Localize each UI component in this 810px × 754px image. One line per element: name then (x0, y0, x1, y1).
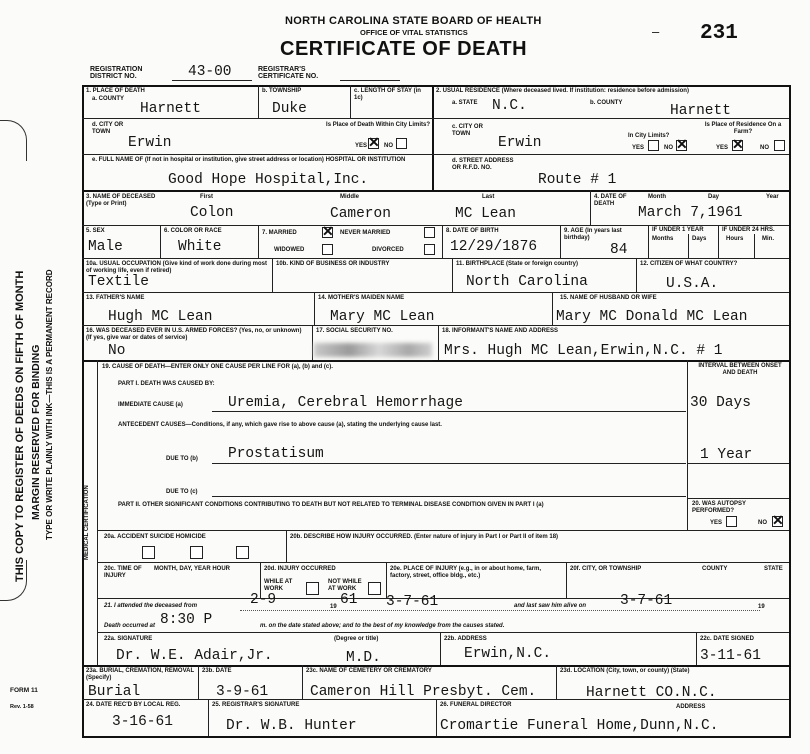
date-signed-label: 22c. DATE SIGNED (700, 636, 754, 642)
father-name: Hugh MC Lean (108, 309, 213, 325)
last-seen: 3-7-61 (620, 593, 673, 609)
registration-district: 43-00 (188, 64, 232, 80)
last-name-label: Last (482, 194, 495, 200)
injury-state-label: STATE (764, 566, 783, 572)
race: White (178, 239, 222, 255)
cause-label: 19. CAUSE OF DEATH—ENTER ONLY ONE CAUSE PER LINE FOR (a), (b) and (c). (102, 364, 333, 370)
pod-township: Duke (272, 101, 307, 117)
interval-label: INTERVAL BETWEEN ONSET AND DEATH (698, 363, 782, 376)
last-name: MC Lean (455, 206, 516, 222)
age: 84 (610, 242, 628, 258)
attended-to: 3-7-61 (386, 594, 439, 610)
res-state-label: a. STATE (452, 100, 478, 106)
res-county-label: b. COUNTY (590, 100, 623, 106)
funeral-director-label: 26. FUNERAL DIRECTOR (440, 702, 512, 708)
pod-yes-label: YES (355, 143, 368, 149)
last-seen-year-prefix: 19 (758, 604, 765, 610)
res-no1-label: NO (664, 145, 673, 151)
hours-label: Hours (726, 236, 744, 242)
date-received-label: 24. DATE REC'D BY LOCAL REG. (86, 702, 181, 708)
age-label: 9. AGE (In years last birthday) (564, 228, 622, 241)
part1-label: PART I. DEATH WAS CAUSED BY: (118, 381, 215, 387)
not-at-work-checkbox[interactable] (368, 582, 381, 595)
registrar-signature-label: 25. REGISTRAR'S SIGNATURE (212, 702, 300, 708)
citizenship: U.S.A. (666, 276, 719, 292)
ssn-label: 17. SOCIAL SECURITY NO. (316, 328, 393, 334)
registration-district-label: REGISTRATION DISTRICT NO. (90, 66, 143, 80)
side-note-ink: TYPE OR WRITE PLAINLY WITH INK—THIS IS A PERMANENT RECORD (45, 269, 54, 540)
side-note-margin: MARGIN RESERVED FOR BINDING (30, 344, 42, 520)
pod-stay-label: c. LENGTH OF STAY (in 1c) (354, 88, 421, 101)
deceased-name-label: 3. NAME OF DECEASED (Type or Print) (86, 194, 156, 207)
injury-place-label: 20e. PLACE OF INJURY (e.g., in or about home, farm, factory, street, office bldg., etc.) (390, 566, 542, 579)
place-of-death-label: 1. PLACE OF DEATH (86, 88, 145, 94)
res-yes2-label: YES (716, 145, 729, 151)
spouse-name: Mary MC Donald MC Lean (556, 309, 748, 325)
physician-degree: M.D. (346, 650, 381, 666)
pod-county-label: a. COUNTY (92, 96, 125, 102)
injury-city-label: 20f. CITY, OR TOWNSHIP (570, 566, 642, 572)
min-label: Min. (762, 236, 774, 242)
margin-bracket-top (0, 120, 27, 161)
birthplace: North Carolina (466, 274, 588, 290)
hospital-name: Good Hope Hospital,Inc. (168, 172, 369, 188)
injury-description-label: 20b. DESCRIBE HOW INJURY OCCURRED. (Enter nature of injury in Part I or Part II of item 18) (290, 534, 559, 540)
attended-from: 2-9 (250, 592, 277, 608)
mother-name: Mary MC Lean (330, 309, 435, 325)
res-city-limits-label: In City Limits? (628, 133, 670, 139)
registrar-signature: Dr. W.B. Hunter (226, 718, 357, 734)
ssn-redacted (314, 343, 432, 357)
side-note-copy: THIS COPY TO REGISTER OF DEEDS ON FIFTH OF MONTH (14, 270, 26, 582)
cemetery-name: Cameron Hill Presbyt. Cem. (310, 684, 537, 700)
while-at-work-label: WHILE AT WORK (264, 579, 293, 592)
residence-label: 2. USUAL RESIDENCE (Where deceased lived. If institution: residence before admission) (436, 88, 689, 94)
birth-date-label: 8. DATE OF BIRTH (446, 228, 499, 234)
res-farm-no-checkbox[interactable] (774, 140, 785, 151)
dod-year-label: Year (766, 194, 779, 200)
autopsy-yes-checkbox[interactable] (726, 516, 737, 527)
res-city: Erwin (498, 135, 542, 151)
pod-limits-yes-mark: ✕ (368, 134, 380, 150)
married-label: 7. MARRIED (262, 230, 297, 236)
pod-limits-no-checkbox[interactable] (396, 138, 407, 149)
first-name-label: First (200, 194, 214, 200)
res-no2-label: NO (760, 145, 769, 151)
res-farm-label: Is Place of Residence On a Farm? (704, 122, 782, 135)
pod-county: Harnett (140, 101, 201, 117)
funeral-director: Cromartie Funeral Home,Dunn,N.C. (440, 718, 719, 734)
on-date-label: m. on the date stated above; and to the best of my knowledge from the causes stated. (260, 623, 505, 629)
months-label: Months (652, 236, 674, 242)
accident-checkbox[interactable] (142, 546, 155, 559)
injury-time-columns: MONTH, DAY, YEAR HOUR (154, 566, 231, 572)
burial-location-label: 23d. LOCATION (City, town, or county) (State) (560, 668, 690, 674)
signature-label: 22a. SIGNATURE (104, 636, 153, 642)
occupation: Textile (88, 274, 149, 290)
res-street: Route # 1 (538, 172, 617, 188)
citizenship-label: 12. CITIZEN OF WHAT COUNTRY? (640, 261, 738, 267)
injury-occurred-label: 20d. INJURY OCCURRED (264, 566, 336, 572)
pod-city: Erwin (128, 135, 172, 151)
dod-day-label: Day (708, 194, 720, 200)
burial-label: 23a. BURIAL, CREMATION, REMOVAL (Specify) (86, 668, 195, 681)
interval-a: 30 Days (690, 395, 751, 411)
number-mark: ‒ (652, 24, 660, 39)
middle-name-label: Middle (340, 194, 359, 200)
part2-label: PART II. OTHER SIGNIFICANT CONDITIONS CONTRIBUTING TO DEATH BUT NOT RELATED TO TERMINAL DISEASE CONDITION GIVEN IN PART I (a) (118, 502, 544, 508)
never-married-checkbox[interactable] (424, 227, 435, 238)
cemetery-label: 23c. NAME OF CEMETERY OR CREMATORY (306, 668, 432, 674)
father-label: 13. FATHER'S NAME (86, 295, 145, 301)
industry-label: 10b. KIND OF BUSINESS OR INDUSTRY (276, 261, 390, 267)
date-signed: 3-11-61 (700, 648, 761, 664)
mother-label: 14. MOTHER'S MAIDEN NAME (318, 295, 405, 301)
widowed-label: WIDOWED (274, 247, 305, 253)
res-state: N.C. (492, 98, 527, 114)
form-revision: Rev. 1-58 (10, 704, 34, 710)
due-to-b: Prostatisum (228, 446, 324, 462)
not-at-work-label: NOT WHILE AT WORK (328, 579, 362, 592)
death-occurred-label: Death occurred at (104, 623, 156, 629)
armed-forces: No (108, 343, 126, 359)
immediate-cause-label: IMMEDIATE CAUSE (a) (118, 402, 183, 408)
widowed-checkbox[interactable] (322, 244, 333, 255)
informant-label: 18. INFORMANT'S NAME AND ADDRESS (442, 328, 558, 334)
medical-certification-label: MEDICAL CERTIFICATION (84, 485, 90, 560)
office-name: OFFICE OF VITAL STATISTICS (360, 28, 468, 37)
certificate-number: 231 (700, 22, 738, 45)
funeral-address-label: ADDRESS (676, 704, 706, 710)
injury-county-label: COUNTY (702, 566, 728, 572)
burial-date: 3-9-61 (216, 684, 269, 700)
injury-time-label: 20c. TIME OF INJURY (104, 566, 142, 579)
birthplace-label: 11. BIRTHPLACE (State or foreign country) (456, 261, 579, 267)
hospital-label: e. FULL NAME OF (If not in hospital or institution, give street address or location) HOSPITAL OR INSTITUTION (92, 157, 406, 163)
physician-address-label: 22b. ADDRESS (444, 636, 487, 642)
pod-township-label: b. TOWNSHIP (262, 88, 302, 94)
res-street-label: d. STREET ADDRESS OR R.F.D. NO. (452, 158, 514, 171)
divorced-checkbox[interactable] (424, 244, 435, 255)
due-to-c-label: DUE TO (c) (166, 489, 198, 495)
divorced-label: DIVORCED (372, 247, 404, 253)
attended-from-year-prefix: 19 (330, 604, 337, 610)
days-label: Days (692, 236, 707, 242)
attended-label: 21. I attended the deceased from (104, 603, 198, 609)
page-title: CERTIFICATE OF DEATH (280, 38, 528, 60)
autopsy-no-label: NO (758, 520, 767, 526)
autopsy-no-mark: ✕ (772, 512, 784, 528)
autopsy-label: 20. WAS AUTOPSY PERFORMED? (692, 501, 746, 514)
last-seen-label: and last saw him alive on (514, 603, 587, 609)
homicide-checkbox[interactable] (236, 546, 249, 559)
burial-location: Harnett CO.N.C. (586, 685, 717, 701)
agency-name: NORTH CAROLINA STATE BOARD OF HEALTH (285, 15, 542, 27)
dod-month-label: Month (648, 194, 666, 200)
pod-limits-label: Is Place of Death Within City Limits? (326, 122, 430, 128)
suicide-checkbox[interactable] (190, 546, 203, 559)
autopsy-yes-label: YES (710, 520, 723, 526)
armed-forces-label: 16. WAS DECEASED EVER IN U.S. ARMED FORCES? (Yes, no, or unknown) (If yes, give war or dates of service) (86, 328, 302, 341)
under-24-hours-label: IF UNDER 24 HRS. (722, 227, 775, 233)
physician-signature: Dr. W.E. Adair,Jr. (116, 648, 273, 664)
pod-city-label: d. CITY OR TOWN (92, 122, 124, 135)
birth-date: 12/29/1876 (450, 239, 538, 255)
antecedent-label: ANTECEDENT CAUSES—Conditions, if any, which gave rise to above cause (a), stating the underlying cause last. (118, 422, 442, 428)
res-limits-yes-checkbox[interactable] (648, 140, 659, 151)
informant: Mrs. Hugh MC Lean,Erwin,N.C. # 1 (444, 343, 723, 359)
interval-b: 1 Year (700, 447, 753, 463)
first-name: Colon (190, 205, 234, 221)
occupation-label: 10a. USUAL OCCUPATION (Give kind of work done during most of working life, even if retired) (86, 261, 268, 274)
res-county: Harnett (670, 103, 731, 119)
pod-no-label: NO (384, 143, 393, 149)
res-city-label: c. CITY OR TOWN (452, 124, 483, 137)
margin-bracket-bottom (0, 560, 27, 601)
sex: Male (88, 239, 123, 255)
at-work-checkbox[interactable] (306, 582, 319, 595)
married-mark: ✕ (322, 223, 334, 239)
due-to-b-label: DUE TO (b) (166, 456, 198, 462)
res-limits-no-mark: ✕ (676, 136, 688, 152)
burial-date-label: 23b. DATE (202, 668, 232, 674)
res-farm-yes-mark: ✕ (732, 136, 744, 152)
form-number: FORM 11 (10, 687, 38, 694)
burial-type: Burial (88, 684, 141, 700)
res-yes1-label: YES (632, 145, 645, 151)
accident-label: 20a. ACCIDENT SUICIDE HOMICIDE (104, 534, 206, 540)
middle-name: Cameron (330, 206, 391, 222)
degree-label: (Degree or title) (334, 636, 379, 642)
spouse-label: 15. NAME OF HUSBAND OR WIFE (560, 295, 657, 301)
sex-label: 5. SEX (86, 228, 105, 234)
date-received: 3-16-61 (112, 714, 173, 730)
death-time: 8:30 P (160, 612, 213, 628)
race-label: 6. COLOR OR RACE (164, 228, 222, 234)
physician-address: Erwin,N.C. (464, 646, 552, 662)
date-of-death: March 7,1961 (638, 205, 743, 221)
registrar-cert-label: REGISTRAR'S CERTIFICATE NO. (258, 66, 319, 80)
never-married-label: NEVER MARRIED (340, 230, 391, 236)
under-1-year-label: IF UNDER 1 YEAR (652, 227, 704, 233)
immediate-cause: Uremia, Cerebral Hemorrhage (228, 395, 463, 411)
date-of-death-label: 4. DATE OF DEATH (594, 194, 627, 207)
attended-from-year: 61 (340, 592, 358, 608)
